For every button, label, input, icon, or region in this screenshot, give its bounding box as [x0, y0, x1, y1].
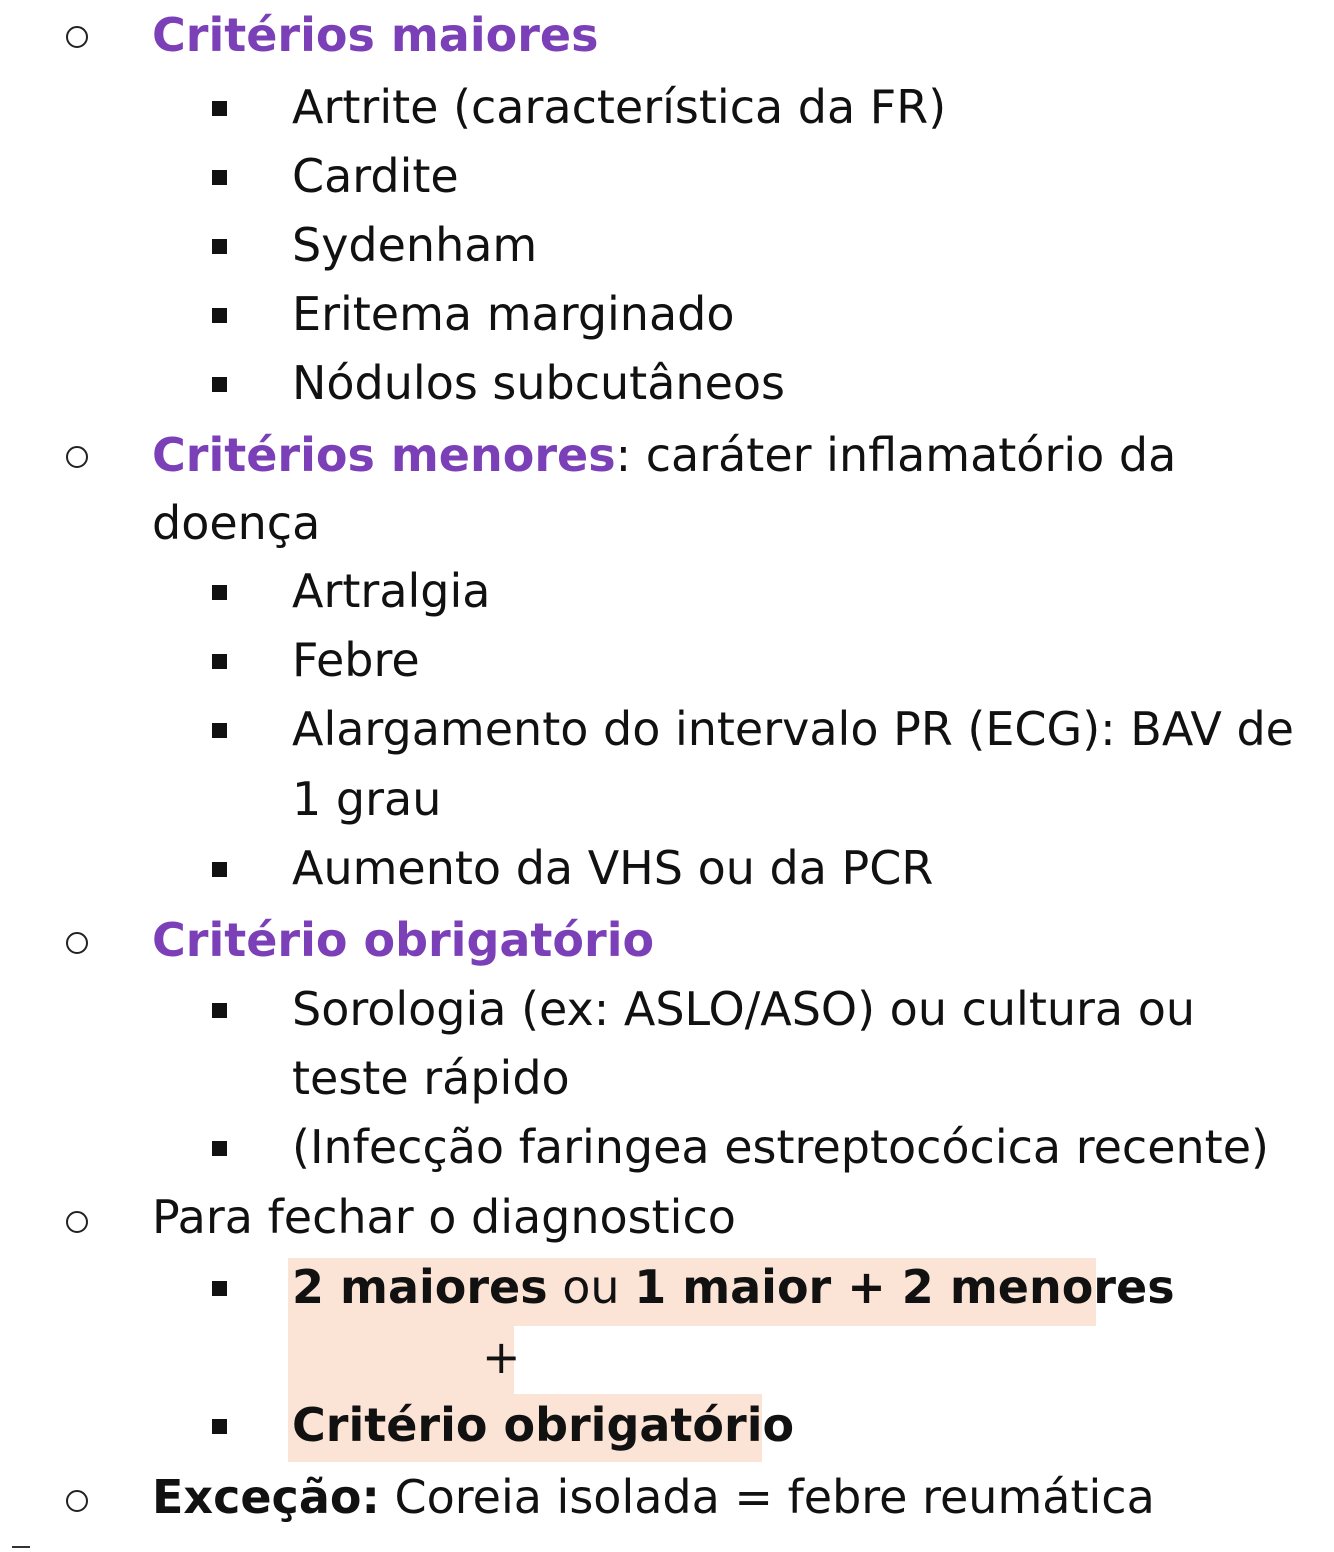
square-bullet-icon — [212, 377, 227, 392]
cut-off-text-fragment — [12, 1546, 30, 1548]
rule-dois-maiores: 2 maiores — [292, 1260, 548, 1314]
diagnostic-rule — [292, 1252, 1175, 1322]
rule-criterio-obrigatorio: Critério obrigatório — [292, 1398, 795, 1452]
square-bullet-icon — [212, 723, 227, 738]
heading-criterio-obrigatorio: Critério obrigatório — [152, 913, 655, 967]
list-item-nodulos: Nódulos subcutâneos — [292, 356, 785, 410]
rule-plus: + — [482, 1330, 521, 1384]
circle-bullet-icon — [66, 1490, 88, 1512]
list-item-cardite: Cardite — [292, 149, 459, 203]
circle-bullet-icon — [66, 26, 88, 48]
list-item-eritema: Eritema marginado — [292, 287, 735, 341]
square-bullet-icon — [212, 308, 227, 323]
heading-criterios-maiores: Critérios maiores — [152, 8, 599, 62]
circle-bullet-icon — [66, 446, 88, 468]
list-item-artralgia: Artralgia — [292, 564, 491, 618]
square-bullet-icon — [212, 101, 227, 116]
square-bullet-icon — [212, 239, 227, 254]
excecao-text: Coreia isolada = febre reumática — [379, 1470, 1155, 1524]
list-item-sorologia-cont: teste rápido — [292, 1051, 570, 1105]
rule-um-maior-dois-menores: 1 maior + 2 menores — [634, 1260, 1175, 1314]
square-bullet-icon — [212, 1141, 227, 1156]
list-item-artrite: Artrite (característica da FR) — [292, 80, 947, 134]
list-item-sorologia: Sorologia (ex: ASLO/ASO) ou cultura ou — [292, 982, 1196, 1036]
square-bullet-icon — [212, 1419, 227, 1434]
square-bullet-icon — [212, 585, 227, 600]
heading-criterios-menores — [152, 420, 1176, 490]
rule-ou: ou — [547, 1260, 635, 1314]
square-bullet-icon — [212, 1003, 227, 1018]
heading-criterios-menores-cont: doença — [152, 496, 321, 550]
list-item-vhs-pcr: Aumento da VHS ou da PCR — [292, 841, 934, 895]
list-item-alargamento-pr: Alargamento do intervalo PR (ECG): BAV de — [292, 702, 1294, 756]
circle-bullet-icon — [66, 932, 88, 954]
square-bullet-icon — [212, 1281, 227, 1296]
list-item-infeccao: (Infecção faringea estreptocócica recente) — [292, 1120, 1269, 1174]
heading-para-fechar: Para fechar o diagnostico — [152, 1190, 736, 1244]
list-item-alargamento-pr-cont: 1 grau — [292, 772, 442, 826]
square-bullet-icon — [212, 654, 227, 669]
excecao-line — [152, 1462, 1155, 1532]
excecao-label: Exceção: — [152, 1470, 380, 1524]
heading-criterios-menores-suffix: : caráter inflamatório da — [615, 428, 1177, 482]
square-bullet-icon — [212, 862, 227, 877]
circle-bullet-icon — [66, 1211, 88, 1233]
heading-criterios-menores-label: Critérios menores — [152, 428, 616, 482]
square-bullet-icon — [212, 170, 227, 185]
list-item-febre: Febre — [292, 633, 420, 687]
list-item-sydenham: Sydenham — [292, 218, 538, 272]
highlight-plus-row — [288, 1326, 514, 1394]
